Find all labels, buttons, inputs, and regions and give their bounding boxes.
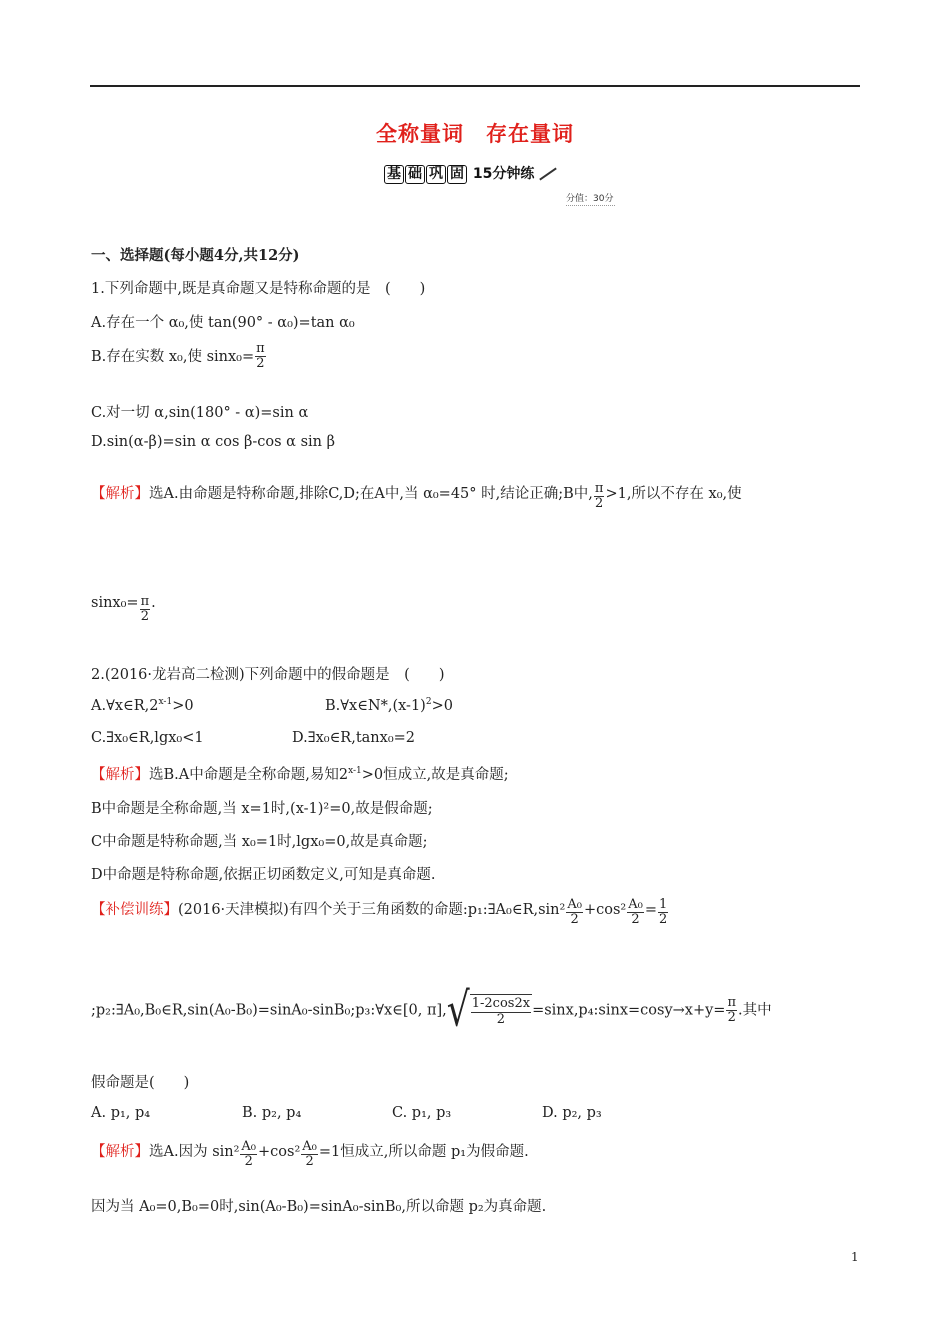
score-label: 分值：30分 bbox=[566, 191, 615, 206]
badge-char: 础 bbox=[405, 165, 425, 184]
fraction-numerator: A₀ bbox=[241, 1139, 257, 1154]
fraction bbox=[726, 996, 737, 1026]
superscript: x-1 bbox=[348, 766, 362, 777]
fraction bbox=[301, 1140, 318, 1170]
q2-option-d: D.∃x₀∈R,tanx₀=2 bbox=[292, 730, 416, 746]
q2-solution-line: D中命题是特称命题,依据正切函数定义,可知是真命题. bbox=[91, 867, 436, 883]
solution-tag: 【解析】 bbox=[91, 486, 149, 502]
q1-stem: 1.下列命题中,既是真命题又是特称命题的是 ( ) bbox=[91, 281, 426, 297]
fraction bbox=[240, 1140, 257, 1170]
practice-tag: 【补偿训练】 bbox=[91, 902, 178, 918]
option-text: B.∀x∈N*,(x-1) bbox=[325, 697, 426, 714]
badge-char: 固 bbox=[447, 165, 467, 184]
solution-text: >0恒成立,故是真命题; bbox=[361, 767, 509, 783]
square-root bbox=[446, 983, 532, 1038]
fraction-numerator: π bbox=[727, 994, 737, 1010]
fraction-denominator: 2 bbox=[595, 496, 604, 512]
q3-stem bbox=[91, 898, 669, 928]
fraction bbox=[566, 898, 583, 928]
fraction bbox=[658, 898, 668, 928]
solution-text: . bbox=[151, 595, 156, 611]
q3-text: .其中 bbox=[738, 1002, 772, 1019]
q1-solution-cont bbox=[91, 595, 156, 625]
fraction-denominator: 2 bbox=[727, 1010, 736, 1025]
q3-text: ;p₂:∃A₀,B₀∈R,sin(A₀-B₀)=sinA₀-sinB₀;p₃:∀x∈[0, π], bbox=[91, 1002, 447, 1019]
option-text: A.∀x∈R,2 bbox=[91, 697, 159, 714]
q3-option-c: C. p₁, p₃ bbox=[392, 1105, 452, 1121]
q2-solution-line: C中命题是特称命题,当 x₀=1时,lgx₀=0,故是真命题; bbox=[91, 834, 428, 850]
badge-char: 巩 bbox=[426, 165, 446, 184]
fraction bbox=[255, 342, 266, 372]
q3-option-a: A. p₁, p₄ bbox=[91, 1105, 151, 1121]
q3-solution-line: 因为当 A₀=0,B₀=0时,sin(A₀-B₀)=sinA₀-sinB₀,所以命题 p₂为真命题. bbox=[91, 1199, 547, 1215]
fraction-numerator: A₀ bbox=[567, 897, 582, 912]
badge-label: 15分钟练 bbox=[472, 166, 535, 182]
q3-stem-text: (2016·天津模拟)有四个关于三角函数的命题:p₁:∃A₀∈R,sin² bbox=[178, 902, 566, 918]
fraction bbox=[471, 997, 531, 1027]
solution-tag: 【解析】 bbox=[91, 1144, 149, 1160]
fraction-numerator: 1 bbox=[658, 897, 668, 912]
option-text: >0 bbox=[431, 697, 453, 714]
q2-solution bbox=[91, 763, 509, 784]
q3-option-d: D. p₂, p₃ bbox=[542, 1105, 602, 1121]
fraction bbox=[627, 898, 644, 928]
fraction-denominator: 2 bbox=[496, 1011, 506, 1027]
solution-text: sinx₀= bbox=[91, 595, 139, 611]
fraction-numerator: π bbox=[594, 481, 604, 496]
section-heading: 一、选择题(每小题4分,共12分) bbox=[91, 247, 300, 264]
q3-option-b: B. p₂, p₄ bbox=[242, 1105, 302, 1121]
fraction-denominator: 2 bbox=[140, 609, 149, 625]
badge-char: 基 bbox=[384, 165, 404, 184]
option-text: >0 bbox=[172, 697, 194, 714]
q3-line2 bbox=[91, 983, 772, 1038]
solution-tag: 【解析】 bbox=[91, 767, 149, 783]
solution-text: 选A.由命题是特称命题,排除C,D;在A中,当 α₀=45° 时,结论正确;B中, bbox=[149, 486, 593, 502]
solution-text: =1恒成立,所以命题 p₁为假命题. bbox=[318, 1144, 529, 1160]
q2-option-c: C.∃x₀∈R,lgx₀<1 bbox=[91, 730, 204, 746]
q2-option-b bbox=[325, 697, 453, 714]
fraction-numerator: π bbox=[140, 594, 150, 609]
q1-option-c: C.对一切 α,sin(180° - α)=sin α bbox=[91, 405, 309, 421]
q2-option-a bbox=[91, 697, 194, 714]
q3-stem-text: +cos² bbox=[583, 902, 627, 918]
q1-option-b-text: B.存在实数 x₀,使 sinx₀= bbox=[91, 348, 255, 365]
solution-text: +cos² bbox=[258, 1144, 301, 1160]
solution-text: 选A.因为 sin² bbox=[149, 1144, 240, 1160]
solution-text: >1,所以不存在 x₀,使 bbox=[605, 486, 742, 502]
fraction-numerator: A₀ bbox=[302, 1139, 317, 1154]
q1-option-a: A.存在一个 α₀,使 tan(90° - α₀)=tan α₀ bbox=[91, 315, 355, 331]
q1-solution bbox=[91, 482, 742, 512]
q3-stem-text: = bbox=[644, 902, 657, 918]
fraction-denominator: 2 bbox=[570, 912, 579, 928]
fraction-numerator: 1-2cos2x bbox=[471, 996, 531, 1012]
fraction-denominator: 2 bbox=[658, 912, 668, 928]
fraction-denominator: 2 bbox=[256, 356, 265, 372]
fraction-denominator: 2 bbox=[631, 912, 640, 928]
fraction-numerator: A₀ bbox=[628, 897, 643, 912]
q3-line3: 假命题是( ) bbox=[91, 1075, 190, 1091]
fraction-denominator: 2 bbox=[305, 1154, 314, 1170]
fraction-denominator: 2 bbox=[244, 1154, 253, 1170]
superscript: x-1 bbox=[158, 697, 173, 707]
q3-solution bbox=[91, 1140, 529, 1170]
superscript: 2 bbox=[425, 697, 432, 707]
fraction-numerator: π bbox=[256, 341, 265, 356]
q1-option-b bbox=[91, 342, 267, 372]
page-number: 1 bbox=[851, 1250, 859, 1264]
pencil-icon bbox=[540, 167, 558, 180]
fraction bbox=[594, 482, 605, 512]
q1-option-d: D.sin(α-β)=sin α cos β-cos α sin β bbox=[91, 434, 335, 450]
fraction bbox=[140, 595, 151, 625]
q3-text: =sinx,p₄:sinx=cosy→x+y= bbox=[532, 1002, 726, 1019]
solution-text: 选B.A中命题是全称命题,易知2 bbox=[149, 767, 349, 783]
radical-icon: √ bbox=[446, 983, 470, 1038]
practice-badge bbox=[384, 163, 558, 184]
q2-stem: 2.(2016·龙岩高二检测)下列命题中的假命题是 ( ) bbox=[91, 667, 445, 683]
q2-solution-line: B中命题是全称命题,当 x=1时,(x-1)²=0,故是假命题; bbox=[91, 801, 433, 817]
page-title: 全称量词 存在量词 bbox=[376, 122, 574, 146]
header-rule bbox=[90, 85, 860, 87]
